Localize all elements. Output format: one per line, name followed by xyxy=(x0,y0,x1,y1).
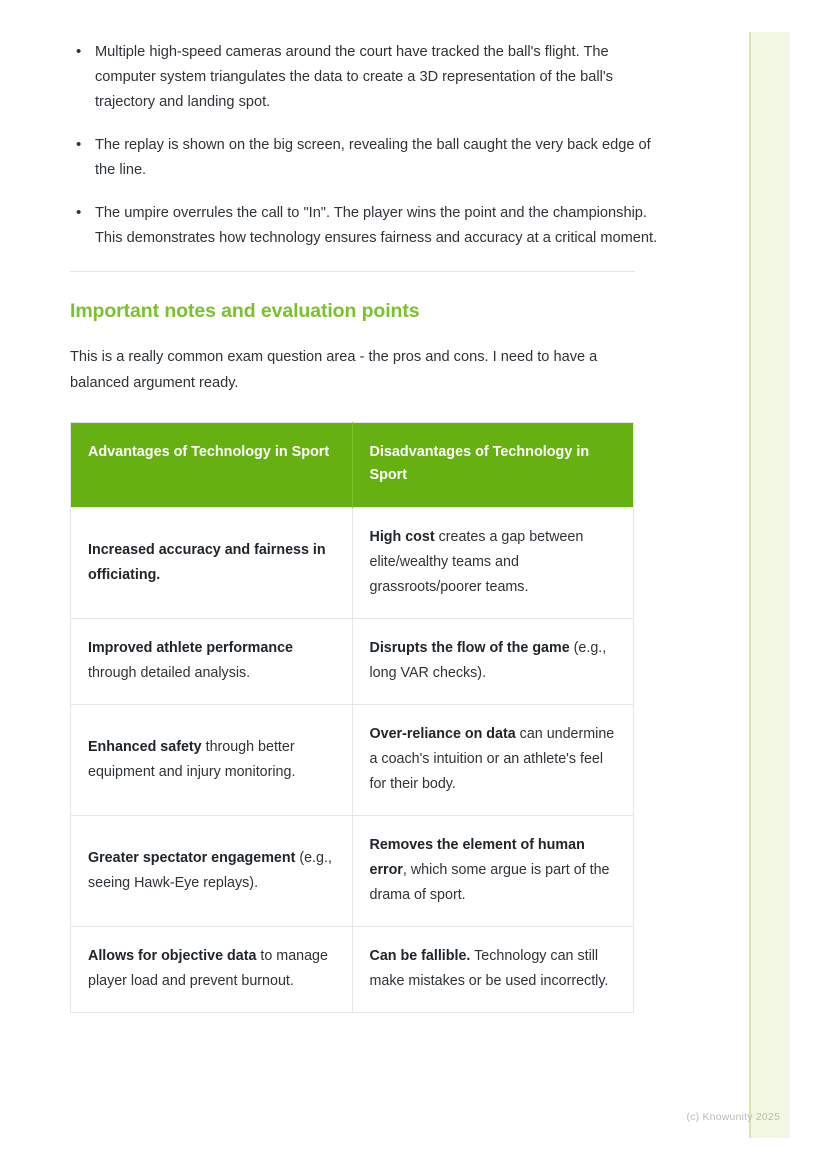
cell-emphasis: Allows for objective data xyxy=(88,948,257,964)
cell-text: , which some argue is part of the drama of sport. xyxy=(369,862,610,903)
cell-emphasis: Enhanced safety xyxy=(88,738,202,755)
cell-emphasis: Removes the element of human error xyxy=(369,837,585,878)
cell-emphasis: Greater spectator engagement xyxy=(88,849,296,866)
cell-emphasis: Improved athlete performance xyxy=(88,640,293,656)
table-row xyxy=(71,508,634,619)
page-side-band-line xyxy=(749,32,751,1138)
table-header-advantages: Advantages of Technology in Sport xyxy=(71,423,353,508)
list-item: • Multiple high-speed cameras around the court have tracked the ball's flight. The computer system triangulates the data to create a 3D representation of the ball's trajectory and landing spot. xyxy=(70,40,670,115)
cell-text: to manage player load and prevent burnout. xyxy=(88,948,328,989)
cell-text: (e.g., seeing Hawk-Eye replays). xyxy=(88,849,332,891)
cell-emphasis: Over-reliance on data xyxy=(369,726,516,742)
cell-emphasis: Disrupts the flow of the game xyxy=(369,640,570,656)
table-cell-advantage xyxy=(71,927,353,1013)
table-row xyxy=(71,816,634,927)
page-sheet xyxy=(38,32,750,1138)
table-body xyxy=(71,508,634,1013)
cell-text: through detailed analysis. xyxy=(88,665,251,681)
table-cell-disadvantage xyxy=(352,927,634,1013)
advantages-disadvantages-table xyxy=(70,422,634,1013)
section-title: Important notes and evaluation points xyxy=(70,300,420,322)
table-header-row xyxy=(71,423,634,508)
list-item: • The umpire overrules the call to "In". The player wins the point and the championship. This demonstrates how technology ensures fairness and accuracy at a critical moment. xyxy=(70,201,670,251)
table-cell-disadvantage xyxy=(352,508,634,619)
cell-text: can undermine a coach's intuition or an athlete's feel for their body. xyxy=(369,726,615,792)
footer-copyright: (c) Knowunity 2025 xyxy=(686,1111,780,1123)
table-row xyxy=(71,927,634,1013)
table-cell-disadvantage xyxy=(352,705,634,816)
table-cell-disadvantage xyxy=(352,816,634,927)
cell-text: (e.g., long VAR checks). xyxy=(369,640,607,681)
section-divider xyxy=(70,271,635,272)
list-item: • The replay is shown on the big screen, revealing the ball caught the very back edge of the line. xyxy=(70,133,670,183)
cell-emphasis: High cost xyxy=(369,529,435,545)
table-header-disadvantages: Disadvantages of Technology in Sport xyxy=(352,423,634,508)
cell-emphasis: Increased accuracy and fairness in officiating. xyxy=(88,541,326,583)
table-cell-advantage xyxy=(71,619,353,705)
cell-emphasis: Can be fallible. xyxy=(369,948,471,964)
table-cell-advantage xyxy=(71,816,353,927)
bullet-list xyxy=(70,40,670,251)
cell-text: creates a gap between elite/wealthy teams and grassroots/poorer teams. xyxy=(369,529,584,595)
document-content xyxy=(70,40,670,1013)
page-side-band xyxy=(750,32,790,1138)
table-cell-advantage xyxy=(71,508,353,619)
table-cell-advantage xyxy=(71,705,353,816)
cell-text: Technology can still make mistakes or be used incorrectly. xyxy=(369,948,609,989)
table-row xyxy=(71,619,634,705)
cell-text: through better equipment and injury monitoring. xyxy=(88,738,296,780)
section-intro-text: This is a really common exam question area - the pros and cons. I need to have a balanced argument ready. xyxy=(70,349,598,391)
table-cell-disadvantage xyxy=(352,619,634,705)
table-row xyxy=(71,705,634,816)
